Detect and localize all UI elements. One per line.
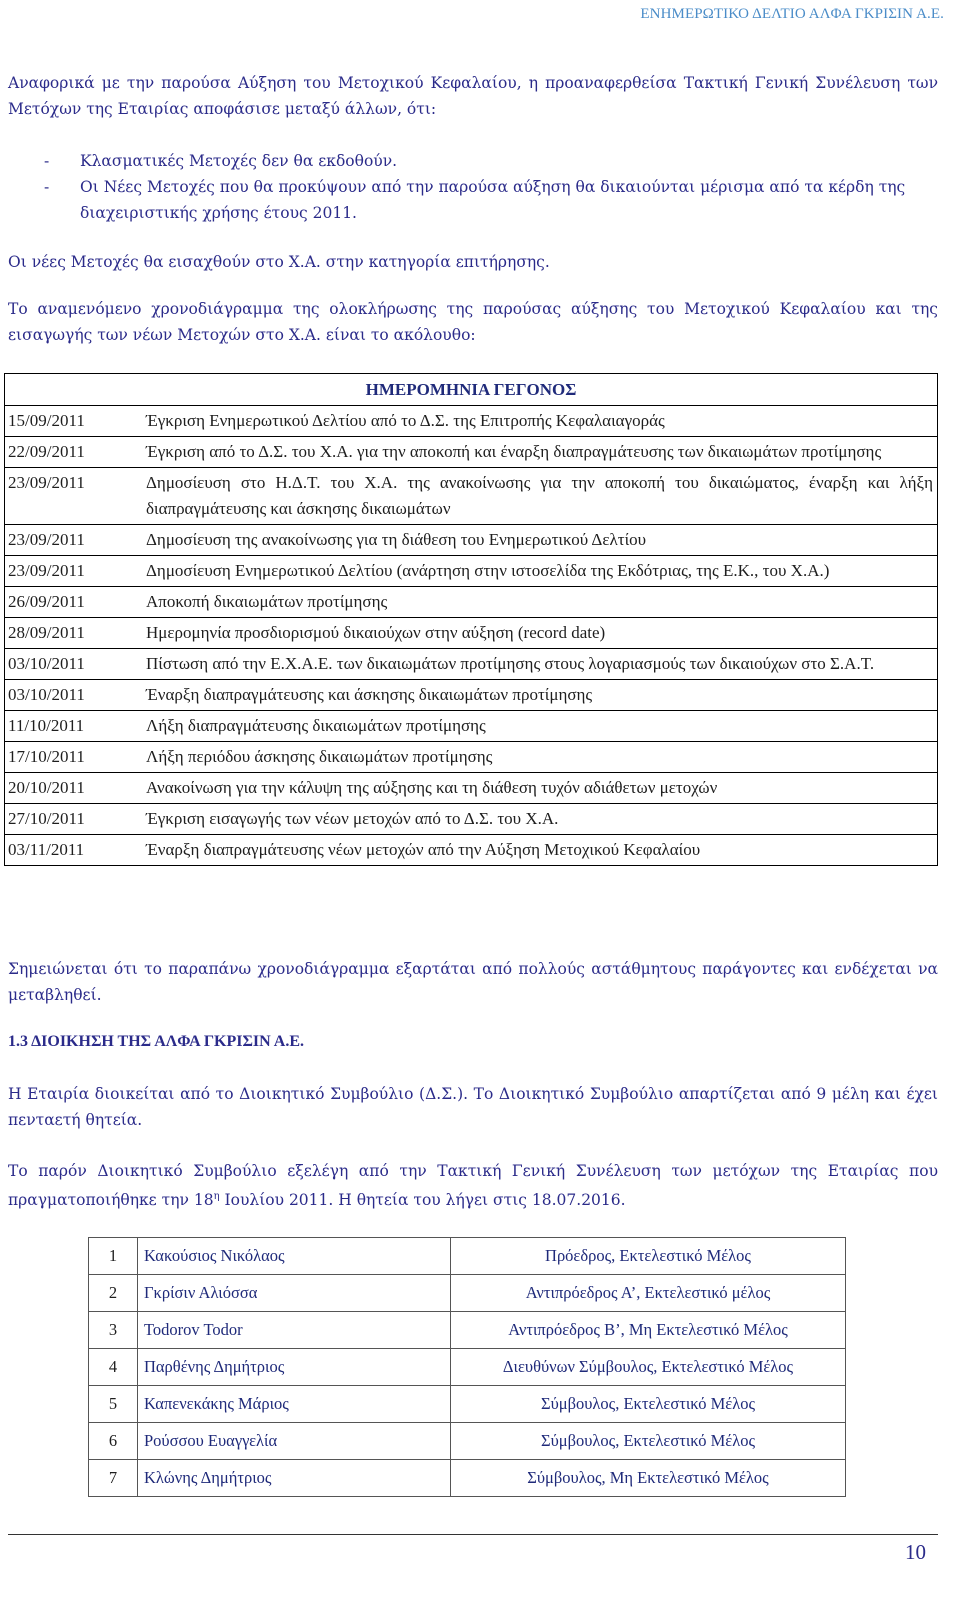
schedule-event: Ημερομηνία προσδιορισμού δικαιούχων στην αύξηση (record date) (142, 618, 938, 649)
table-row (89, 1312, 846, 1349)
schedule-date: 26/09/2011 (5, 587, 143, 618)
schedule-date: 15/09/2011 (5, 406, 143, 437)
member-name: Παρθένης Δημήτριος (138, 1349, 451, 1386)
schedule-date: 23/09/2011 (5, 556, 143, 587)
table-row (89, 1386, 846, 1423)
board-paragraph-2 (8, 1158, 938, 1213)
member-name: Ρούσσου Ευαγγελία (138, 1423, 451, 1460)
schedule-date: 20/10/2011 (5, 773, 143, 804)
table-row (5, 525, 938, 556)
table-row (5, 649, 938, 680)
member-name: Todorov Todor (138, 1312, 451, 1349)
table-row (5, 773, 938, 804)
intro-paragraph: Αναφορικά με την παρούσα Αύξηση του Μετοχικού Κεφαλαίου, η προαναφερθείσα Τακτική Γενική Συνέλευση των Μετόχων της Εταιρίας αποφάσισε μεταξύ άλλων, ότι: (8, 74, 938, 118)
table-row (89, 1275, 846, 1312)
table-row (5, 587, 938, 618)
member-name: Καπενεκάκης Μάριος (138, 1386, 451, 1423)
member-role: Σύμβουλος, Μη Εκτελεστικό Μέλος (451, 1460, 846, 1497)
board-paragraph-2-before: Το παρόν Διοικητικό Συμβούλιο εξελέγη από την Τακτική Γενική Συνέλευση των μετόχων της Εταιρίας που πραγματοποιήθηκε την 18 (8, 1162, 938, 1210)
schedule-event: Λήξη διαπραγμάτευσης δικαιωμάτων προτίμησης (142, 711, 938, 742)
schedule-intro-paragraph: Το αναμενόμενο χρονοδιάγραμμα της ολοκλήρωσης της παρούσας αύξησης του Μετοχικού Κεφαλαίου και της εισαγωγής των νέων Μετοχών στο Χ.Α. είναι το ακόλουθο: (8, 300, 938, 344)
table-row (89, 1238, 846, 1275)
schedule-header-row (5, 374, 938, 406)
table-row (89, 1349, 846, 1386)
member-name: Κλώνης Δημήτριος (138, 1460, 451, 1497)
section-title: 1.3 ΔΙΟΙΚΗΣΗ ΤΗΣ ΑΛΦΑ ΓΚΡΙΣΙΝ Α.Ε. (8, 1033, 305, 1050)
board-paragraph-2-after: Ιουλίου 2011. Η θητεία του λήγει στις 18.07.2016. (219, 1191, 626, 1210)
member-name: Κακούσιος Νικόλαος (138, 1238, 451, 1275)
list-item-text: Οι Νέες Μετοχές που θα προκύψουν από την παρούσα αύξηση θα δικαιούνται μέρισμα από τα κέρδη της διαχειριστικής χρήσης έτους 2011. (80, 178, 906, 222)
schedule-date: 23/09/2011 (5, 525, 143, 556)
schedule-event: Πίστωση από την Ε.Χ.Α.Ε. των δικαιωμάτων προτίμησης στους λογαριασμούς των δικαιούχων στο Σ.Α.Τ. (142, 649, 938, 680)
schedule-event: Έγκριση εισαγωγής των νέων μετοχών από το Δ.Σ. του Χ.Α. (142, 804, 938, 835)
schedule-event: Αποκοπή δικαιωμάτων προτίμησης (142, 587, 938, 618)
page-number: 10 (905, 1540, 926, 1564)
list-item-text: Κλασματικές Μετοχές δεν θα εκδοθούν. (80, 152, 398, 170)
table-row (89, 1423, 846, 1460)
table-row (5, 468, 938, 525)
schedule-event: Δημοσίευση στο Η.Δ.Τ. του Χ.Α. της ανακοίνωσης για την αποκοπή του δικαιώματος, έναρξη και λήξη διαπραγμάτευσης και άσκησης δικαιωμάτων (142, 468, 938, 525)
ordinal-superscript: η (213, 1191, 220, 1202)
schedule-event: Έγκριση Ενημερωτικού Δελτίου από το Δ.Σ. της Επιτροπής Κεφαλαιαγοράς (142, 406, 938, 437)
board-members-table (88, 1237, 846, 1497)
schedule-date: 11/10/2011 (5, 711, 143, 742)
schedule-date: 23/09/2011 (5, 468, 143, 525)
member-name: Γκρίσιν Αλιόσσα (138, 1275, 451, 1312)
table-row (89, 1460, 846, 1497)
table-row (5, 680, 938, 711)
member-role: Πρόεδρος, Εκτελεστικό Μέλος (451, 1238, 846, 1275)
list-item (8, 148, 938, 174)
schedule-event: Έναρξη διαπραγμάτευσης και άσκησης δικαιωμάτων προτίμησης (142, 680, 938, 711)
table-row (5, 711, 938, 742)
schedule-date: 03/11/2011 (5, 835, 143, 866)
schedule-event: Δημοσίευση της ανακοίνωσης για τη διάθεση του Ενημερωτικού Δελτίου (142, 525, 938, 556)
table-row (5, 835, 938, 866)
schedule-header: ΗΜΕΡΟΜΗΝΙΑ ΓΕΓΟΝΟΣ (5, 374, 938, 406)
table-row (5, 556, 938, 587)
schedule-date: 17/10/2011 (5, 742, 143, 773)
schedule-event: Έναρξη διαπραγμάτευσης νέων μετοχών από την Αύξηση Μετοχικού Κεφαλαίου (142, 835, 938, 866)
member-number: 6 (89, 1423, 138, 1460)
member-role: Αντιπρόεδρος Α’, Εκτελεστικό μέλος (451, 1275, 846, 1312)
table-row (5, 742, 938, 773)
decisions-list (8, 148, 938, 226)
schedule-event: Λήξη περιόδου άσκησης δικαιωμάτων προτίμησης (142, 742, 938, 773)
table-row (5, 406, 938, 437)
schedule-date: 27/10/2011 (5, 804, 143, 835)
schedule-date: 03/10/2011 (5, 680, 143, 711)
member-number: 2 (89, 1275, 138, 1312)
document-header: ΕΝΗΜΕΡΩΤΙΚΟ ΔΕΛΤΙΟ ΑΛΦΑ ΓΚΡΙΣΙΝ Α.Ε. (640, 6, 944, 22)
schedule-date: 28/09/2011 (5, 618, 143, 649)
list-item (8, 174, 938, 226)
member-role: Αντιπρόεδρος Β’, Μη Εκτελεστικό Μέλος (451, 1312, 846, 1349)
table-row (5, 437, 938, 468)
schedule-date: 22/09/2011 (5, 437, 143, 468)
member-role: Σύμβουλος, Εκτελεστικό Μέλος (451, 1423, 846, 1460)
member-role: Διευθύνων Σύμβουλος, Εκτελεστικό Μέλος (451, 1349, 846, 1386)
schedule-table (4, 373, 938, 866)
member-number: 1 (89, 1238, 138, 1275)
member-role: Σύμβουλος, Εκτελεστικό Μέλος (451, 1386, 846, 1423)
table-row (5, 804, 938, 835)
member-number: 4 (89, 1349, 138, 1386)
bullet-dash: - (44, 152, 50, 170)
schedule-date: 03/10/2011 (5, 649, 143, 680)
board-paragraph-1: Η Εταιρία διοικείται από το Διοικητικό Συμβούλιο (Δ.Σ.). Το Διοικητικό Συμβούλιο απαρτίζεται από 9 μέλη και έχει πενταετή θητεία. (8, 1085, 938, 1129)
bullet-dash: - (44, 178, 50, 196)
table-row (5, 618, 938, 649)
schedule-event: Έγκριση από το Δ.Σ. του Χ.Α. για την αποκοπή και έναρξη διαπραγμάτευσης των δικαιωμάτων προτίμησης (142, 437, 938, 468)
note-paragraph: Σημειώνεται ότι το παραπάνω χρονοδιάγραμμα εξαρτάται από πολλούς αστάθμητους παράγοντες και ενδέχεται να μεταβληθεί. (8, 960, 938, 1004)
schedule-event: Δημοσίευση Ενημερωτικού Δελτίου (ανάρτηση στην ιστοσελίδα της Εκδότριας, της Ε.Κ., του Χ.Α.) (142, 556, 938, 587)
member-number: 7 (89, 1460, 138, 1497)
new-shares-paragraph: Οι νέες Μετοχές θα εισαχθούν στο Χ.Α. στην κατηγορία επιτήρησης. (8, 253, 550, 271)
member-number: 3 (89, 1312, 138, 1349)
schedule-event: Ανακοίνωση για την κάλυψη της αύξησης και τη διάθεση τυχόν αδιάθετων μετοχών (142, 773, 938, 804)
footer-divider (8, 1534, 938, 1535)
member-number: 5 (89, 1386, 138, 1423)
